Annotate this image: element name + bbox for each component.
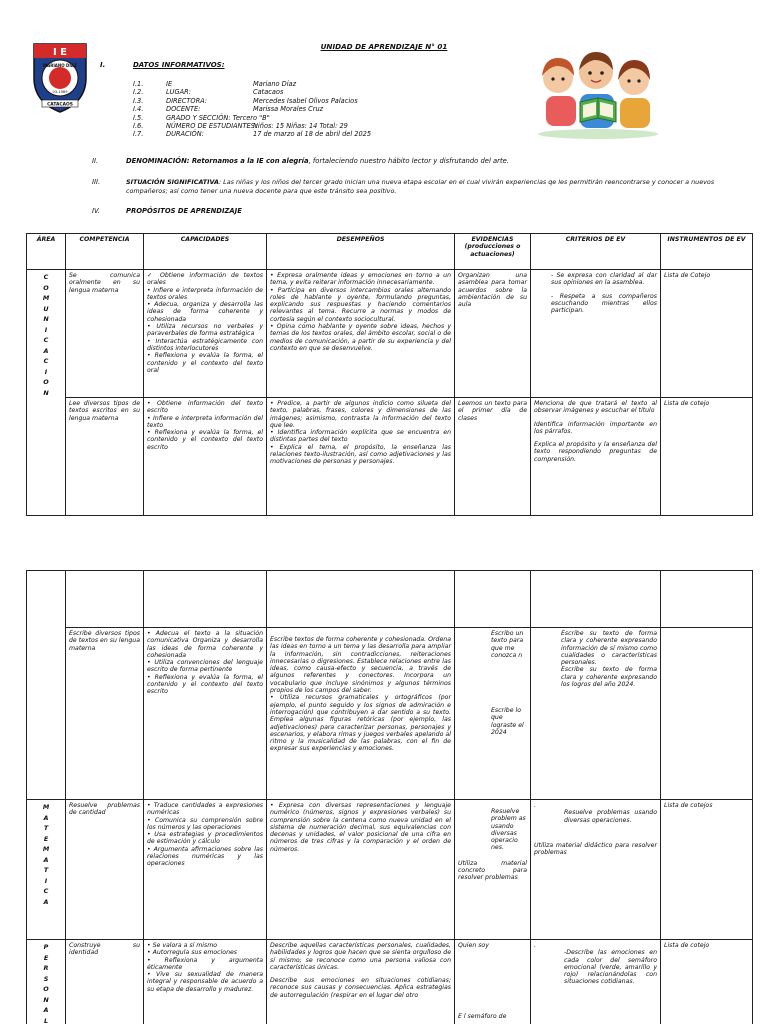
criterios-cell: . Resuelve problemas usando diversas operaciones. Utiliza material didáctico para resolver problemas (531, 800, 661, 940)
situacion-section: III. SITUACIÓN SIGNIFICATIVA: Las niñas y los niños del tercer grado inician una nueva etapa escolar en el cual vivirán experiencias qe les permitirán reencontrarse y conocer a nuevos compañeros; así como tener una nueva docente para que este tránsito sea positivo. (92, 178, 715, 195)
competencia-cell: Construye su identidad (66, 940, 144, 1024)
competencia-cell: Lee diversos tipos de textos escritos en su lengua materna (66, 398, 144, 516)
header-capacidades: CAPACIDADES (144, 234, 267, 270)
competencia-cell: Resuelve problemas de cantidad (66, 800, 144, 940)
logo-ring-text: MARIANO DIAZ (43, 63, 77, 68)
table-row (27, 800, 753, 940)
header-criterios: CRITERIOS DE EV (531, 234, 661, 270)
evidencias-cell: Escribo un texto para que me conozca n Escribe lo que lograste el 2024 (455, 628, 531, 800)
situacion-label: SITUACIÓN SIGNIFICATIVA (126, 178, 219, 186)
table-row (27, 270, 753, 398)
area-cell-matematica: M A T E M A T I C A (27, 800, 66, 940)
header-competencia: COMPETENCIA (66, 234, 144, 270)
evidencias-cell: Resuelve problem as usando diversas operacio nes. Utiliza material concreto para resolver problemas (455, 800, 531, 940)
capacidades-cell: • Traduce cantidades a expresiones numéricas • Comunica su comprensión sobre los números y las operaciones • Usa estrategias y procedimientos de estimación y cálculo • Argumenta afirmaciones sobre las relaciones numéricas y las operaciones (144, 800, 267, 940)
instrumentos-cell: Lista de cotejo (661, 940, 753, 1024)
table-row (27, 940, 753, 1024)
capacidades-cell: ✓ Obtiene información de textos orales • Infiere e interpreta información de textos orales • Adecua, organiza y desarrolla las ideas de forma coherente y cohesionada • Utiliza recursos no verbales y paraverbales de forma estratégica • Interactúa estratégicamente con distintos interlocutores • Reflexiona y evalúa la forma, el contenido y el contexto del texto oral (144, 270, 267, 398)
header-evidencias: EVIDENCIAS (producciones o actuaciones) (455, 234, 531, 270)
table-2-viewport (0, 568, 768, 1024)
denominacion-section: II. DENOMINACIÓN: Retornamos a la IE con alegría, fortaleciendo nuestro hábito lector y disfrutando del arte. (92, 157, 509, 165)
desempenos-cell: Escribe textos de forma coherente y cohesionada. Ordena las ideas en torno a un tema y las desarrolla para ampliar la información, sin contradicciones, reiteraciones innecesarias o digresiones. Establece relaciones entre las ideas, como causa-efecto y secuencia, a través de algunos referentes y conectores. Incorpora un vocabulario que incluye sinónimos y algunos términos propios de los campos del saber. • Utiliza recursos gramaticales y ortográficos (por ejemplo, el punto seguido y los signos de admiración e interrogación) que contribuyen a dar sentido a su texto. Emplea algunas figuras retóricas (por ejemplo, las adjetivaciones) para caracterizar personas, personajes y escenarios, y elabora rimas y juegos verbales apelando al ritmo y la musicalidad de las palabras, con el fin de expresar sus experiencias y emociones. (267, 628, 455, 800)
competencia-cell: Se comunica oralmente en su lengua materna (66, 270, 144, 398)
propositos-section: IV. PROPÓSITOS DE APRENDIZAJE (92, 207, 242, 215)
header-desempenos: DESEMPEÑOS (267, 234, 455, 270)
desempenos-cell: Describe aquellas características personales, cualidades, habilidades y logros que hacen que se sienta orgulloso de sí mismo; se reconoce como una persona valiosa con características únicas. Describe sus emociones en situaciones cotidianas; reconoce sus causas y consecuencias. Aplica estrategias de autorregulación (respirar en el lugar del otro (267, 940, 455, 1024)
area-cell-empty (27, 571, 66, 800)
instrumentos-cell: Lista de cotejo (661, 398, 753, 516)
area-cell-personal: P E R S O N A L (27, 940, 66, 1024)
criterios-cell: - Se expresa con claridad al dar sus opiniones en la asamblea. - Respeta a sus compañeros escuchando mientras ellos participan. (531, 270, 661, 398)
evidencias-cell: Quien soy E l semáforo de (455, 940, 531, 1024)
instrumentos-cell: Lista de cotejos (661, 800, 753, 940)
desempenos-cell: • Expresa oralmente ideas y emociones en torno a un tema, y evita reiterar información innecesariamente. • Participa en diversos intercambios orales alternando roles de hablante y oyente, formulando preguntas, explicando sus respuestas y haciendo comentarios relevantes al tema. Recurre a normas y modos de cortesía según el contexto sociocultural. • Opina como hablante y oyente sobre ideas, hechos y temas de los textos orales, del ámbito escolar, social o de medios de comunicación, a partir de su experiencia y del contexto en que se desenvuelve. (267, 270, 455, 398)
criterios-cell: Menciona de que tratará el texto al observar imágenes y escuchar el título Identifica información importante en los párrafos. Explica el propósito y la enseñanza del texto respondiendo preguntas de comprensión. (531, 398, 661, 516)
desempenos-cell: • Predice, a partir de algunos indicio como silueta del texto, palabras, frases, colores y dimensiones de las imágenes; asimismo, contrasta la información del texto que lee. • Identifica información explícita que se encuentra en distintas partes del texto • Explica el tema, el propósito, la enseñanza las relaciones texto-ilustración, así como adjetivaciones y las motivaciones de personas y personajes. (267, 398, 455, 516)
denominacion-label: DENOMINACIÓN (126, 157, 187, 165)
capacidades-cell: • Adecua el texto a la situación comunicativa Organiza y desarrolla las ideas de forma coherente y cohesionada • Utiliza convenciones del lenguaje escrito de forma pertinente • Reflexiona y evalúa la forma, el contenido y el contexto del texto escrito (144, 628, 267, 800)
instrumentos-cell: Lista de Cotejo (661, 270, 753, 398)
capacidades-cell: • Obtiene información del texto escrito • Infiere e interpreta información del texto • Reflexiona y evalúa la forma, el contenido y el contexto del texto escrito (144, 398, 267, 516)
logo-bottom-text: CATACAOS (47, 102, 73, 108)
capacidades-cell: • Se valora a sí mismo • Autorregula sus emociones • Reflexiona y argumenta éticamente • Vive su sexualidad de manera integral y responsable de acuerdo a su etapa de desarrollo y madurez. (144, 940, 267, 1024)
logo-year-text: 03-1989 (52, 90, 68, 94)
evidencias-cell: Organizan una asamblea para tomar acuerdos sobre la ambientación de su aula (455, 270, 531, 398)
logo-top-text: I E (52, 47, 68, 58)
table-empty-row (27, 571, 753, 628)
header-instrumentos: INSTRUMENTOS DE EV (661, 234, 753, 270)
criterios-cell: . -Describe las emociones en cada color del semáforo emocional (verde, amarillo y rojo) relacionándolas con situaciones cotidianas. (531, 940, 661, 1024)
criterios-cell: Escribe su texto de forma clara y coherente expresando información de sí mismo como cualidades o características personales. Escribe su texto de forma clara y coherente expresando los logros del año 2024. (531, 628, 661, 800)
children-reading-illustration (528, 44, 668, 140)
header-area: ÁREA (27, 234, 66, 270)
document-title: UNIDAD DE APRENDIZAJE N° 01 (320, 42, 448, 51)
propositos-label: PROPÓSITOS DE APRENDIZAJE (126, 207, 242, 215)
table-row (27, 398, 753, 516)
table-row (27, 628, 753, 800)
area-cell-comunicacion: C O M U N I C A C I O N (27, 270, 66, 516)
evidencias-cell: Leemos un texto para el primer día de clases (455, 398, 531, 516)
section-heading-datos: DATOS INFORMATIVOS: (133, 61, 225, 69)
table-header-row (27, 234, 753, 270)
instrumentos-cell (661, 628, 753, 800)
section-number-datos: I. (100, 61, 106, 69)
competencia-cell: Escribe diversos tipos de textos en su lengua materna (66, 628, 144, 800)
propositos-table-2 (26, 570, 753, 1024)
propositos-table-1 (26, 233, 753, 516)
desempenos-cell: • Expresa con diversas representaciones y lenguaje numérico (números, signos y expresiones verbales) su comprensión sobre la centena como nueva unidad en el sistema de numeración decimal, sus equivalencias con decenas y unidades, el valor posicional de una cifra en números de tres cifras y la comparación y el orden de números. (267, 800, 455, 940)
